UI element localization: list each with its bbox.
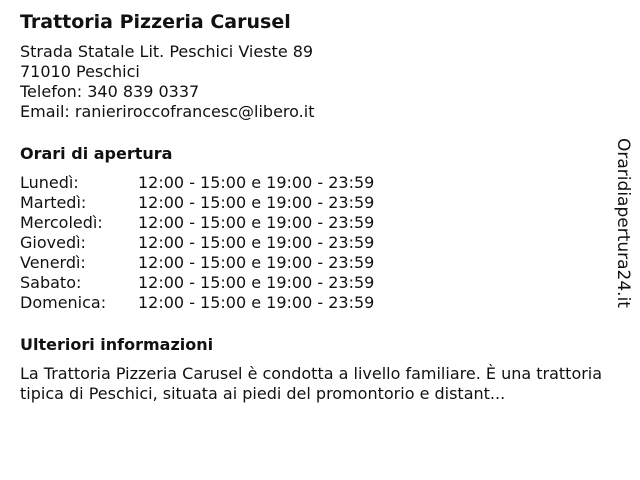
time-range: 12:00 - 15:00 e 19:00 - 23:59: [138, 293, 375, 312]
time-range: 12:00 - 15:00 e 19:00 - 23:59: [138, 273, 375, 292]
time-range: 12:00 - 15:00 e 19:00 - 23:59: [138, 193, 375, 212]
time-range: 12:00 - 15:00 e 19:00 - 23:59: [138, 253, 375, 272]
hours-row-friday: [20, 253, 610, 273]
site-brand-label: Oraridiapertura24.it: [613, 138, 633, 308]
day-label: Venerdì:: [20, 253, 86, 272]
hours-row-tuesday: [20, 193, 610, 213]
hours-row-monday: [20, 173, 610, 193]
opening-hours-heading: Orari di apertura: [20, 144, 173, 163]
address-block: [20, 42, 610, 122]
street-address: Strada Statale Lit. Peschici Vieste 89: [20, 42, 314, 61]
time-range: 12:00 - 15:00 e 19:00 - 23:59: [138, 213, 375, 232]
day-label: Lunedì:: [20, 173, 79, 192]
day-label: Mercoledì:: [20, 213, 103, 232]
day-label: Giovedì:: [20, 233, 86, 252]
day-label: Martedì:: [20, 193, 87, 212]
business-name: Trattoria Pizzeria Carusel: [20, 11, 291, 33]
hours-row-thursday: [20, 233, 610, 253]
opening-hours-table: [20, 173, 610, 313]
hours-row-sunday: [20, 293, 610, 313]
postal-city: 71010 Peschici: [20, 62, 140, 81]
phone-line: Telefon: 340 839 0337: [20, 82, 200, 101]
hours-row-saturday: [20, 273, 610, 293]
day-label: Sabato:: [20, 273, 82, 292]
more-info-text: La Trattoria Pizzeria Carusel è condotta a livello familiare. È una trattoria tipica di Peschici, situata ai piedi del promontorio e distant...: [20, 364, 603, 403]
more-info-heading: Ulteriori informazioni: [20, 335, 214, 354]
time-range: 12:00 - 15:00 e 19:00 - 23:59: [138, 173, 375, 192]
email-line: Email: ranieriroccofrancesc@libero.it: [20, 102, 315, 121]
time-range: 12:00 - 15:00 e 19:00 - 23:59: [138, 233, 375, 252]
day-label: Domenica:: [20, 293, 107, 312]
business-card: [20, 10, 610, 404]
hours-row-wednesday: [20, 213, 610, 233]
